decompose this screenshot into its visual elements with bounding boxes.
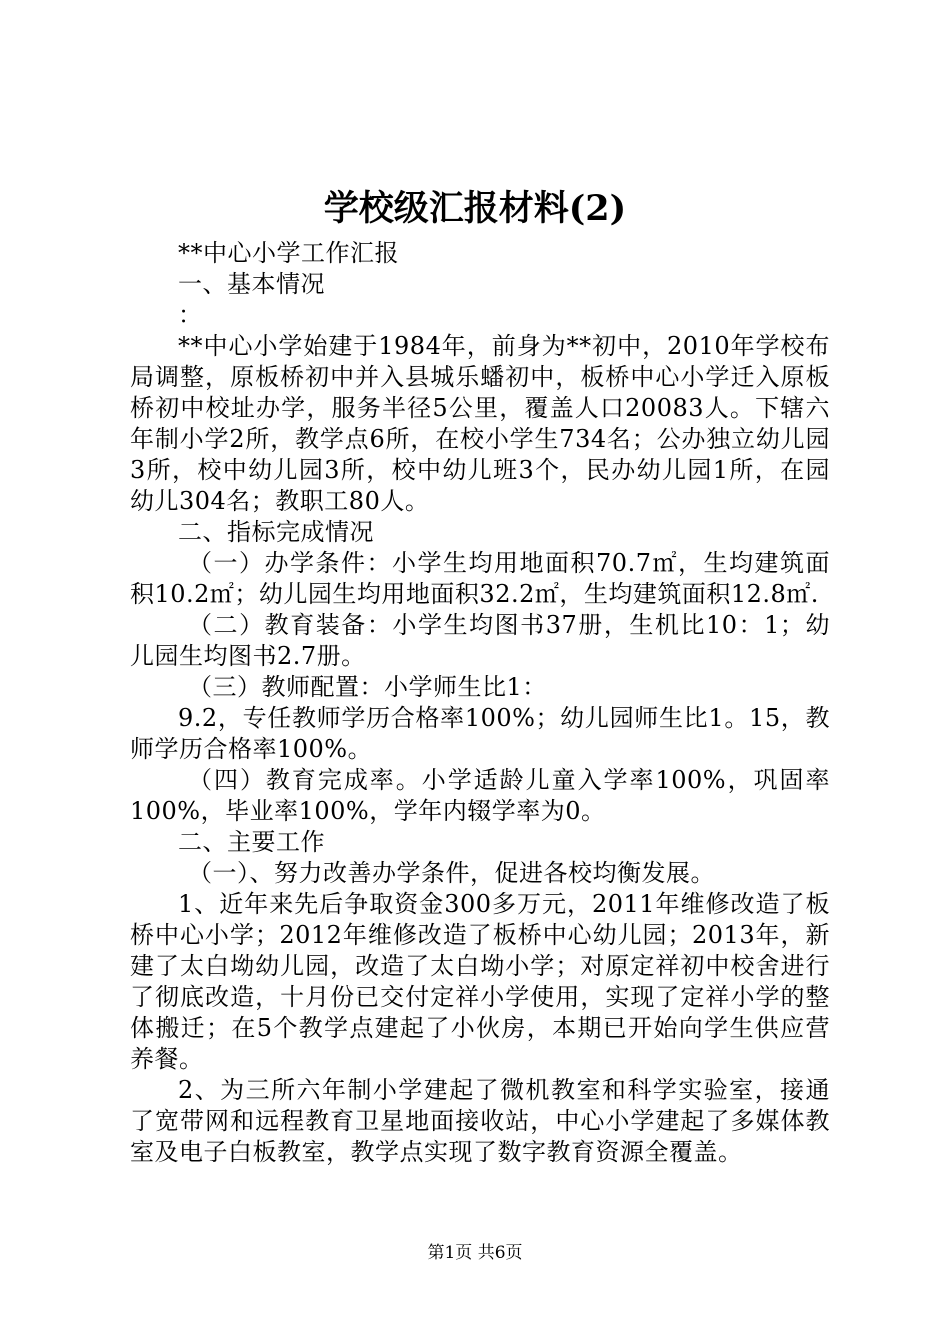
section-heading-main-work: 二、主要工作 [178, 828, 325, 856]
page-number: 第1页 共6页 [427, 1243, 523, 1263]
document-title: 学校级汇报材料(2) [323, 188, 627, 229]
document-body [130, 238, 830, 1168]
paragraph-equipment: （二）教育装备：小学生均图书37册，生机比10：1；幼儿园生均图书2.7册。 [130, 611, 830, 670]
paragraph-digital-resources: 2、为三所六年制小学建起了微机教室和科学实验室，接通了宽带网和远程教育卫星地面接收站，中心小学建起了多媒体教室及电子白板教室，教学点实现了数字教育资源全覆盖。 [130, 1076, 830, 1166]
section-heading-basic-info: 一、基本情况 [178, 270, 325, 298]
report-heading: **中心小学工作汇报 [178, 239, 399, 267]
colon-line: ： [178, 301, 203, 329]
subsection-heading-conditions: （一）、努力改善办学条件，促进各校均衡发展。 [188, 859, 715, 887]
paragraph-funding: 1、近年来先后争取资金300多万元，2011年维修改造了板桥中心小学；2012年维修改造了板桥中心幼儿园；2013年，新建了太白坳幼儿园，改造了太白坳小学；对原定祥初中校舍进行了彻底改造，十月份已交付定祥小学使用，实现了定祥小学的整体搬迁；在5个教学点建起了小伙房，本期已开始向学生供应营养餐。 [130, 890, 830, 1073]
section-heading-indicators: 二、指标完成情况 [178, 518, 374, 546]
paragraph-completion-rate: （四）教育完成率。小学适龄儿童入学率100%，巩固率100%，毕业率100%，学年内辍学率为0。 [130, 766, 830, 825]
paragraph-school-conditions: （一）办学条件：小学生均用地面积70.7㎡，生均建筑面积10.2㎡；幼儿园生均用地面积32.2㎡，生均建筑面积12.8㎡. [130, 549, 830, 608]
paragraph-school-overview: **中心小学始建于1984年，前身为**初中，2010年学校布局调整，原板桥初中并入县城乐蟠初中，板桥中心小学迁入原板桥初中校址办学，服务半径5公里，覆盖人口20083人。下辖六年制小学2所，教学点6所，在校小学生734名；公办独立幼儿园3所，校中幼儿园3所，校中幼儿班3个，民办幼儿园1所，在园幼儿304名；教职工80人。 [130, 332, 830, 515]
paragraph-teacher-allocation: （三）教师配置：小学师生比1： [188, 673, 547, 701]
paragraph-teacher-ratio: 9.2，专任教师学历合格率100%；幼儿园师生比1。15，教师学历合格率100%。 [130, 704, 830, 763]
